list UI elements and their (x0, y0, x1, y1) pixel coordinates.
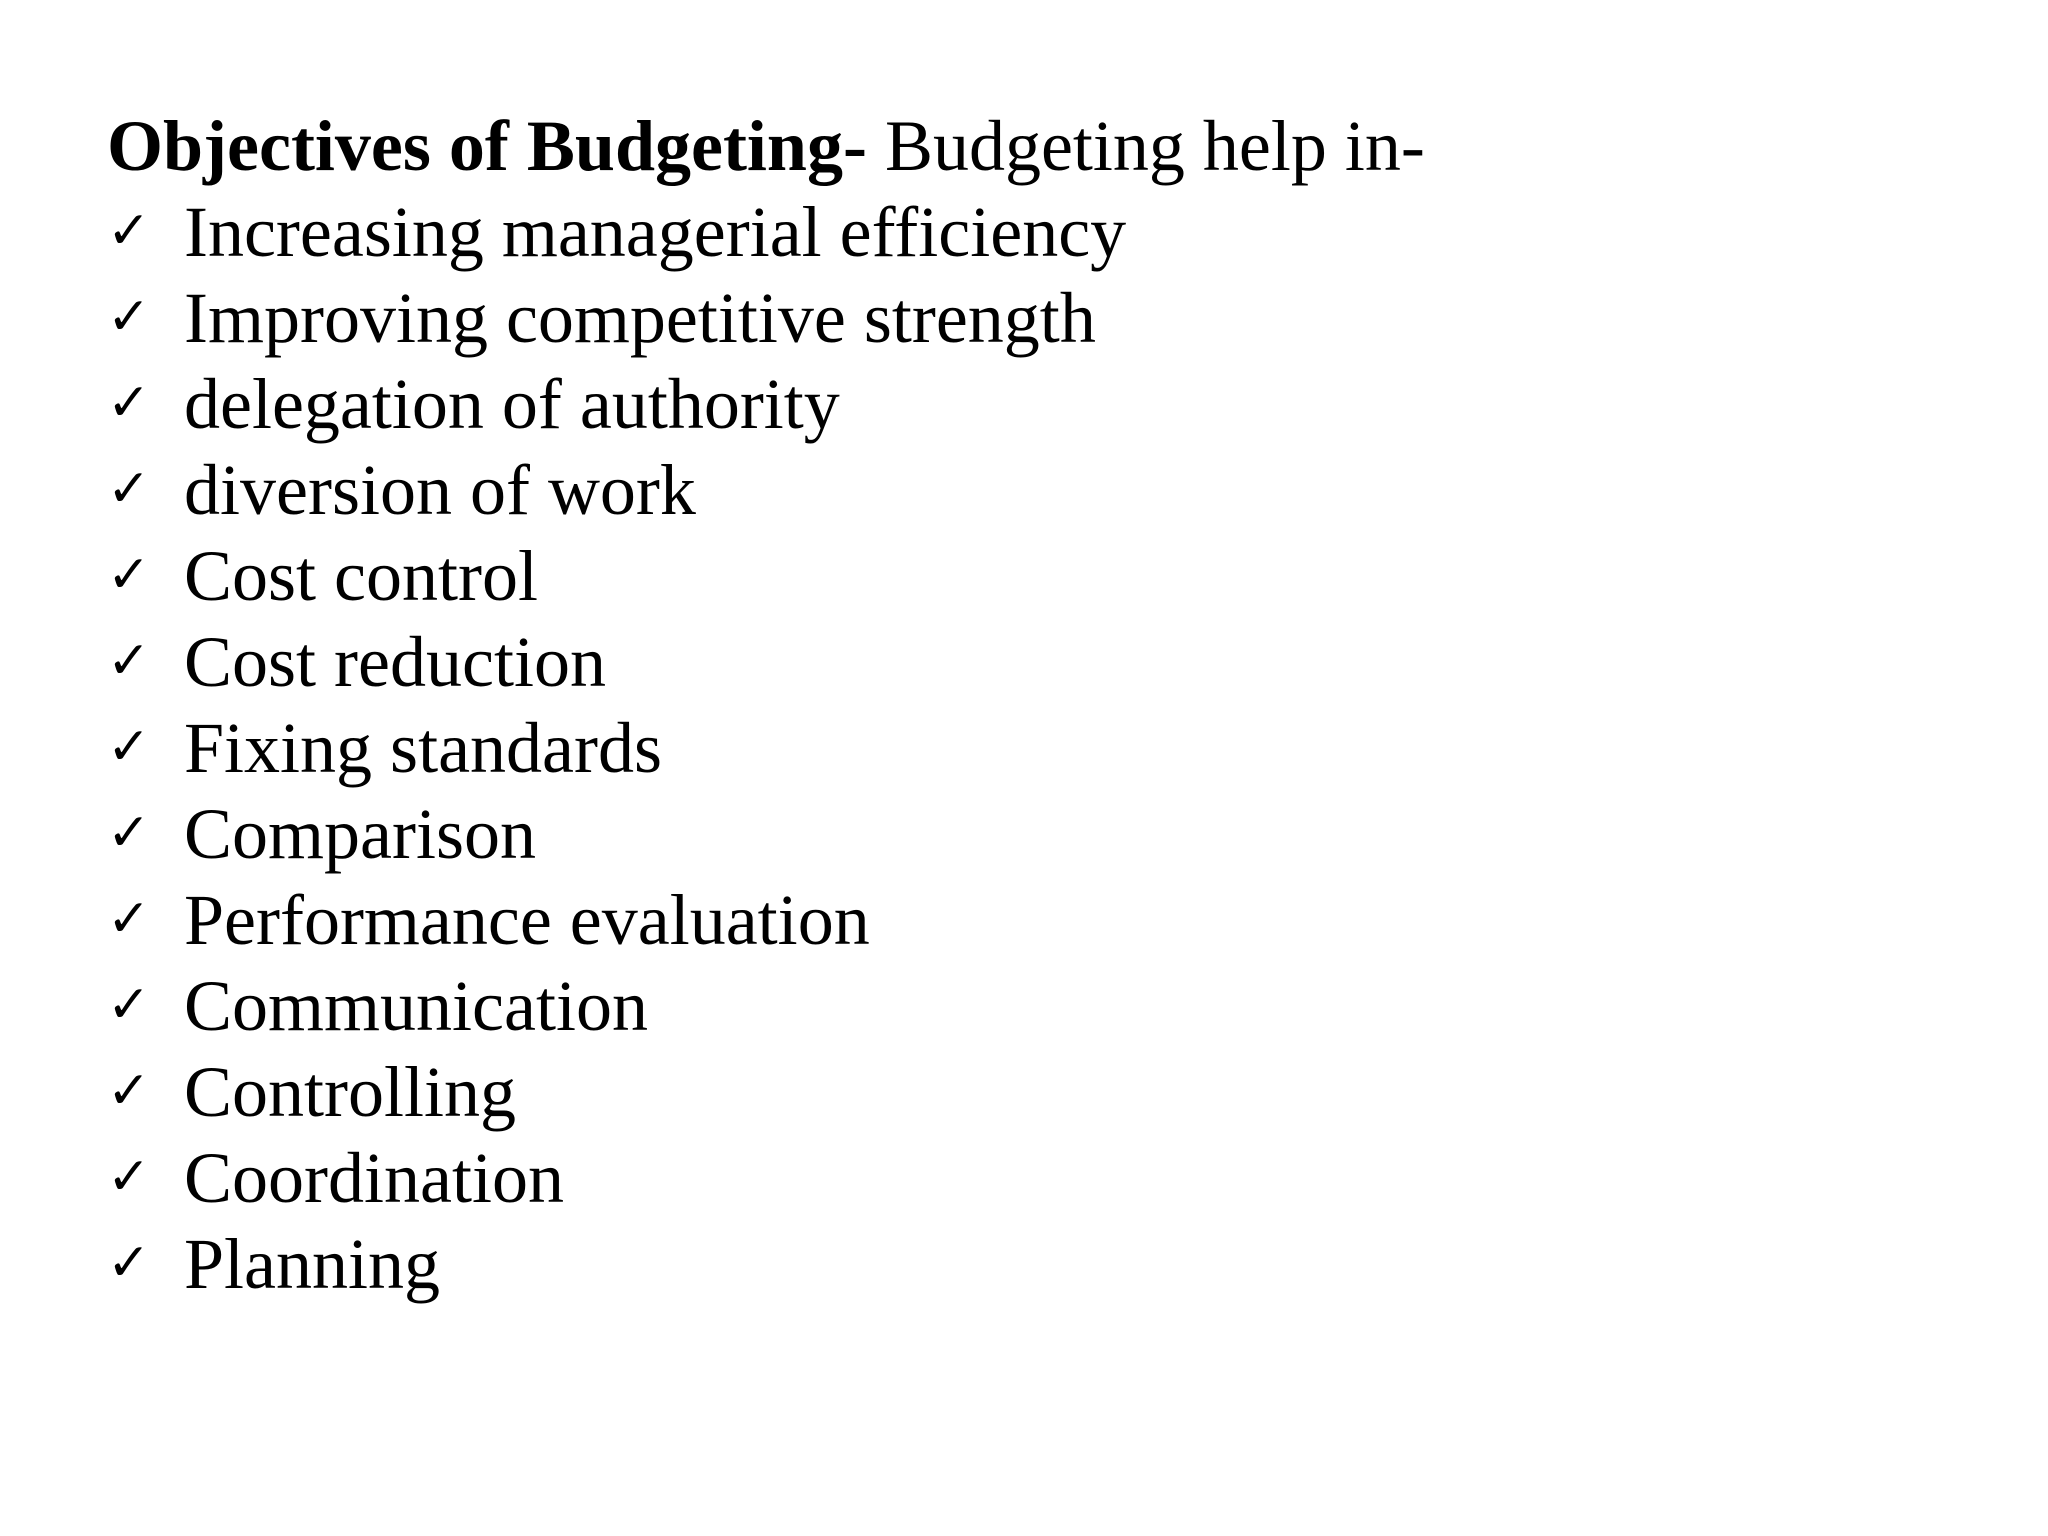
checklist-item (107, 533, 1907, 619)
checklist-item-label: Communication (184, 966, 648, 1046)
checklist-item (107, 791, 1907, 877)
checklist-item-label: Fixing standards (184, 708, 662, 788)
checklist-item (107, 189, 1907, 275)
checklist-item-label: Coordination (184, 1138, 564, 1218)
objectives-checklist (107, 189, 1907, 1307)
checkmark-icon: ✓ (107, 717, 151, 777)
checkmark-icon: ✓ (107, 1147, 151, 1207)
checklist-item (107, 963, 1907, 1049)
checkmark-icon: ✓ (107, 1233, 151, 1293)
checkmark-icon: ✓ (107, 975, 151, 1035)
checklist-item-label: Controlling (184, 1052, 517, 1132)
checklist-item (107, 705, 1907, 791)
checklist-item (107, 1049, 1907, 1135)
checklist-item-label: delegation of authority (184, 364, 840, 444)
checklist-item (107, 619, 1907, 705)
objectives-section (107, 103, 1907, 1307)
checkmark-icon: ✓ (107, 287, 151, 347)
checklist-item-label: Increasing managerial efficiency (184, 192, 1127, 272)
checklist-item (107, 1221, 1907, 1307)
heading-title: Objectives of Budgeting- (107, 106, 867, 186)
checklist-item-label: Comparison (184, 794, 536, 874)
checkmark-icon: ✓ (107, 889, 151, 949)
checklist-item-label: Cost control (184, 536, 538, 616)
checklist-item (107, 275, 1907, 361)
checkmark-icon: ✓ (107, 373, 151, 433)
checkmark-icon: ✓ (107, 545, 151, 605)
checkmark-icon: ✓ (107, 631, 151, 691)
checklist-item-label: Cost reduction (184, 622, 606, 702)
checklist-item (107, 447, 1907, 533)
checkmark-icon: ✓ (107, 803, 151, 863)
checkmark-icon: ✓ (107, 201, 151, 261)
section-heading (107, 103, 1907, 189)
checklist-item (107, 1135, 1907, 1221)
checklist-item (107, 361, 1907, 447)
checklist-item-label: Improving competitive strength (184, 278, 1096, 358)
checklist-item-label: Planning (184, 1224, 441, 1304)
checkmark-icon: ✓ (107, 459, 151, 519)
checklist-item (107, 877, 1907, 963)
checklist-item-label: diversion of work (184, 450, 696, 530)
checklist-item-label: Performance evaluation (184, 880, 870, 960)
checkmark-icon: ✓ (107, 1061, 151, 1121)
heading-intro: Budgeting help in- (866, 106, 1425, 186)
